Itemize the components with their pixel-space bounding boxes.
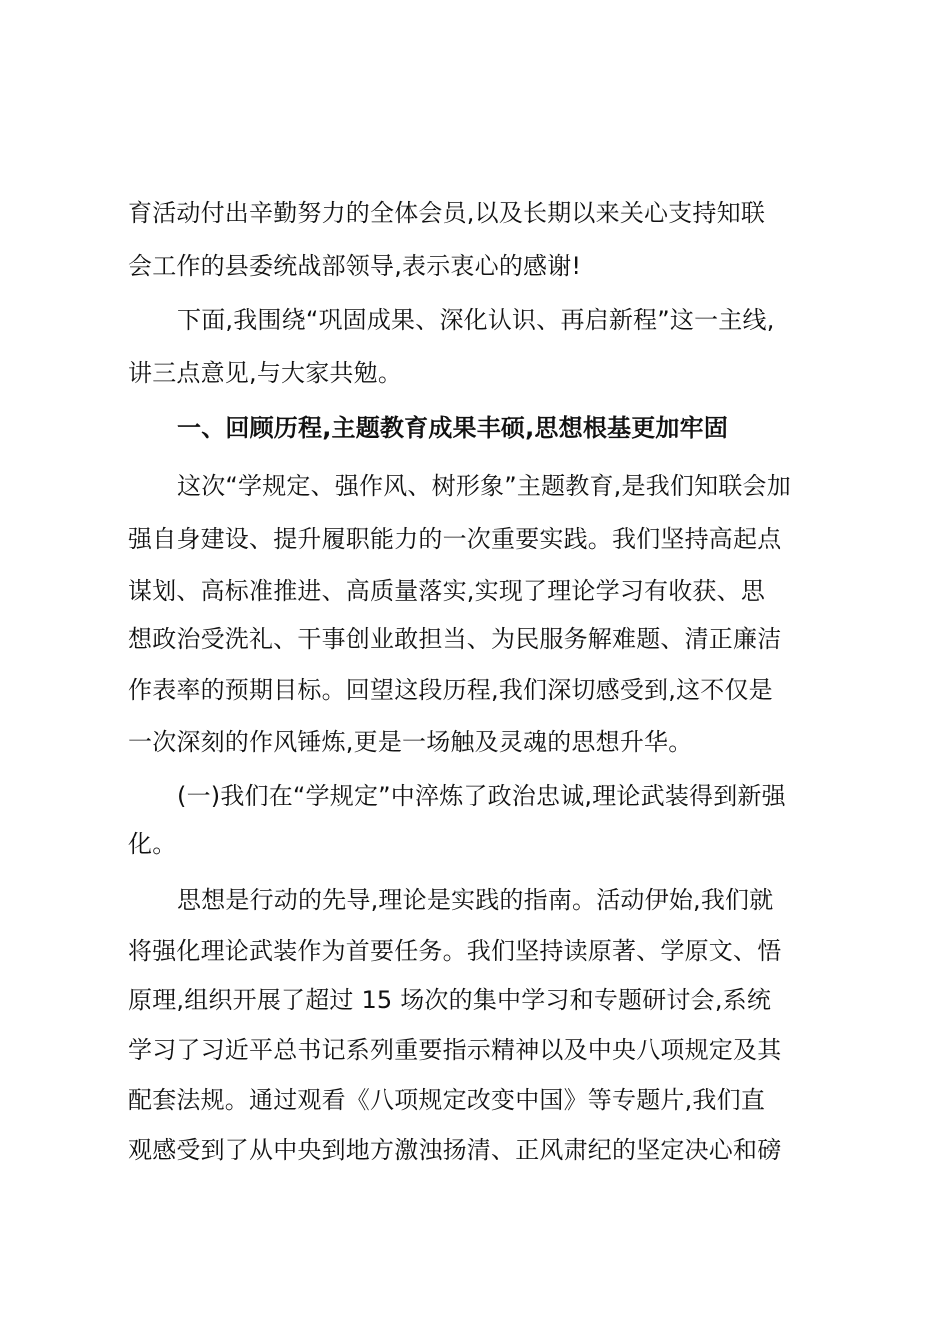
paragraph-line: 原理,组织开展了超过 15 场次的集中学习和专题研讨会,系统: [128, 986, 772, 1014]
subsection-heading: 化。: [128, 830, 177, 858]
paragraph-line: 学习了习近平总书记系列重要指示精神以及中央八项规定及其: [128, 1036, 782, 1064]
paragraph-line: 配套法规。通过观看《八项规定改变中国》等专题片,我们直: [128, 1086, 766, 1114]
paragraph-line: 育活动付出辛勤努力的全体会员,以及长期以来关心支持知联: [128, 199, 766, 227]
paragraph-line: 会工作的县委统战部领导,表示衷心的感谢!: [128, 252, 582, 280]
subsection-heading: (一)我们在“学规定”中淬炼了政治忠诚,理论武装得到新强: [177, 782, 786, 810]
paragraph-line: 谋划、高标准推进、高质量落实,实现了理论学习有收获、思: [128, 577, 766, 605]
paragraph-line: 一次深刻的作风锤炼,更是一场触及灵魂的思想升华。: [128, 728, 693, 756]
paragraph-line: 讲三点意见,与大家共勉。: [128, 359, 403, 387]
paragraph-line: 下面,我围绕“巩固成果、深化认识、再启新程”这一主线,: [177, 306, 775, 334]
paragraph-line: 思想是行动的先导,理论是实践的指南。活动伊始,我们就: [177, 886, 774, 914]
paragraph-line: 作表率的预期目标。回望这段历程,我们深切感受到,这不仅是: [128, 676, 773, 704]
paragraph-line: 这次“学规定、强作风、树形象”主题教育,是我们知联会加: [177, 472, 791, 500]
paragraph-line: 观感受到了从中央到地方激浊扬清、正风肃纪的坚定决心和磅: [128, 1136, 782, 1164]
paragraph-line: 将强化理论武装作为首要任务。我们坚持读原著、学原文、悟: [128, 937, 782, 965]
paragraph-line: 想政治受洗礼、干事创业敢担当、为民服务解难题、清正廉洁: [128, 625, 782, 653]
section-heading: 一、回顾历程,主题教育成果丰硕,思想根基更加牢固: [177, 414, 729, 442]
paragraph-line: 强自身建设、提升履职能力的一次重要实践。我们坚持高起点: [128, 525, 782, 553]
